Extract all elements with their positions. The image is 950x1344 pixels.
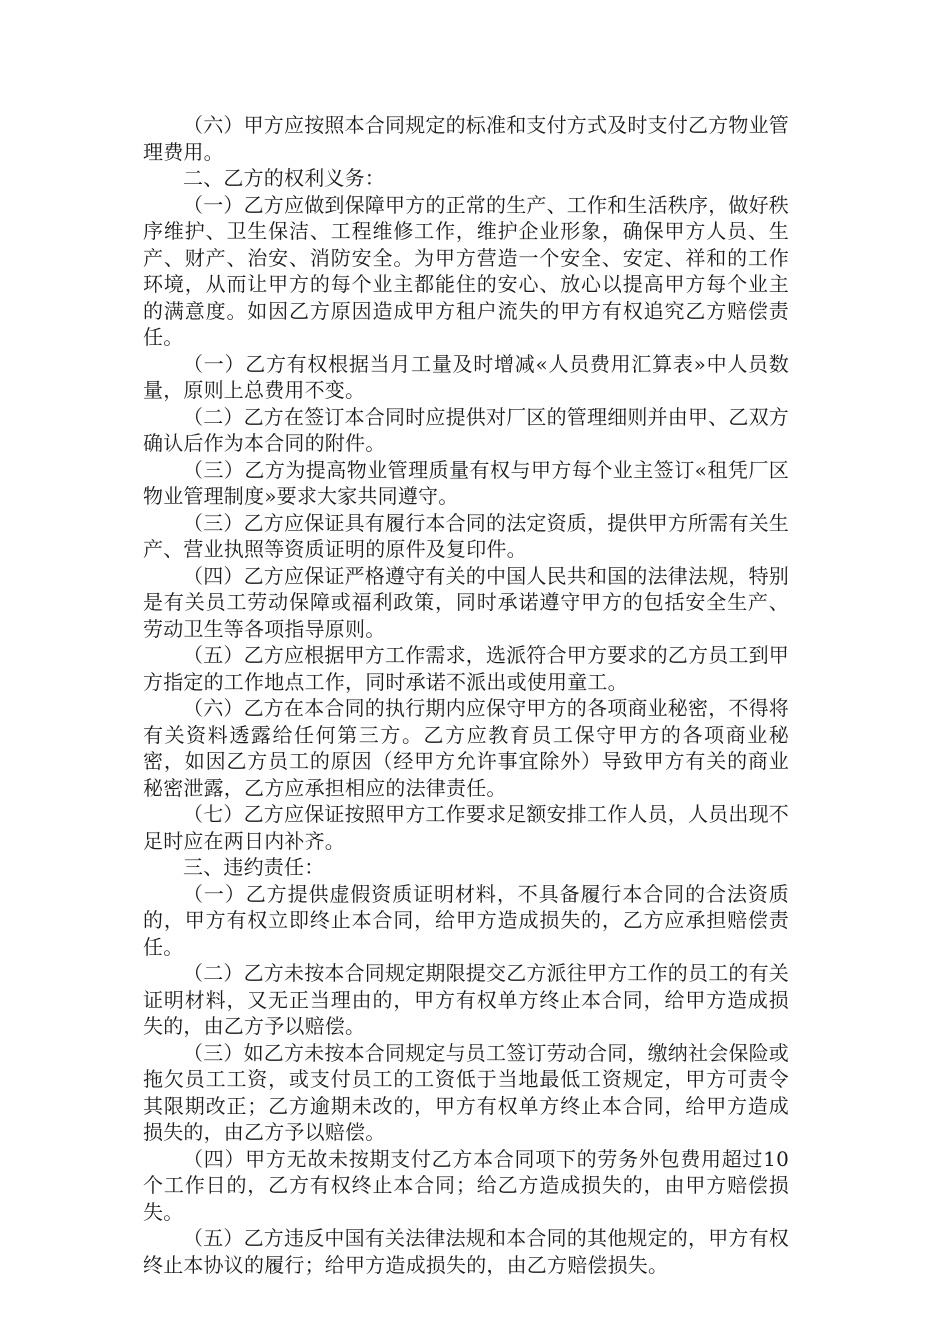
clause-party-b-6: （六）乙方在本合同的执行期内应保守甲方的各项商业秘密，不得将有关资料透露给任何第三方。乙方应教育员工保守甲方的各项商业秘密，如因乙方员工的原因（经甲方允许事宜除外）导致甲方有关的商业秘密泄露，乙方应承担相应的法律责任。 bbox=[143, 696, 789, 800]
clause-party-b-3: （三）乙方为提高物业管理质量有权与甲方每个业主签订«租凭厂区物业管理制度»要求大家共同遵守。 bbox=[143, 457, 789, 508]
clause-party-b-4: （四）乙方应保证严格遵守有关的中国人民共和国的法律法规，特别是有关员工劳动保障或福利政策，同时承诺遵守甲方的包括安全生产、劳动卫生等各项指导原则。 bbox=[143, 563, 789, 641]
clause-party-b-2: （二）乙方在签订本合同时应提供对厂区的管理细则并由甲、乙双方确认后作为本合同的附件。 bbox=[143, 404, 789, 455]
clause-party-b-1: （一）乙方应做到保障甲方的正常的生产、工作和生活秩序，做好秩序维护、卫生保洁、工程维修工作，维护企业形象，确保甲方人员、生产、财产、治安、消防安全。为甲方营造一个安全、安定、祥和的工作环境，从而让甲方的每个业主都能住的安心、放心以提高甲方每个业主的满意度。如因乙方原因造成甲方租户流失的甲方有权追究乙方赔偿责任。 bbox=[143, 192, 789, 349]
clause-party-b-5: （五）乙方应根据甲方工作需求，选派符合甲方要求的乙方员工到甲方指定的工作地点工作，同时承诺不派出或使用童工。 bbox=[143, 643, 789, 694]
clause-breach-3: （三）如乙方未按本合同规定与员工签订劳动合同，缴纳社会保险或拖欠员工工资，或支付员工的工资低于当地最低工资规定，甲方可责令其限期改正；乙方逾期未改的，甲方有权单方终止本合同，给甲方造成损失的，由乙方予以赔偿。 bbox=[143, 1040, 789, 1144]
clause-breach-5: （五）乙方违反中国有关法律法规和本合同的其他规定的，甲方有权终止本协议的履行；给甲方造成损失的，由乙方赔偿损失。 bbox=[143, 1226, 789, 1277]
document-page bbox=[143, 112, 789, 1278]
clause-breach-2: （二）乙方未按本合同规定期限提交乙方派往甲方工作的员工的有关证明材料，又无正当理由的，甲方有权单方终止本合同，给甲方造成损失的，由乙方予以赔偿。 bbox=[143, 961, 789, 1038]
section-heading-breach-liability: 三、违约责任： bbox=[183, 855, 325, 879]
clause-breach-4: （四）甲方无故未按期支付乙方本合同项下的劳务外包费用超过10个工作日的，乙方有权终止本合同；给乙方造成损失的，由甲方赔偿损失。 bbox=[143, 1146, 789, 1224]
clause-party-b-1b: （一）乙方有权根据当月工量及时增减«人员费用汇算表»中人员数量，原则上总费用不变。 bbox=[143, 351, 789, 402]
clause-party-b-3b: （三）乙方应保证具有履行本合同的法定资质，提供甲方所需有关生产、营业执照等资质证明的原件及复印件。 bbox=[143, 510, 789, 561]
section-heading-party-b-rights: 二、乙方的权利义务： bbox=[183, 166, 385, 190]
clause-party-b-7: （七）乙方应保证按照甲方工作要求足额安排工作人员，人员出现不足时应在两日内补齐。 bbox=[143, 802, 789, 853]
clause-breach-1: （一）乙方提供虚假资质证明材料，不具备履行本合同的合法资质的，甲方有权立即终止本合同，给甲方造成损失的，乙方应承担赔偿责任。 bbox=[143, 881, 789, 959]
clause-party-a-6: （六）甲方应按照本合同规定的标准和支付方式及时支付乙方物业管理费用。 bbox=[143, 113, 789, 164]
